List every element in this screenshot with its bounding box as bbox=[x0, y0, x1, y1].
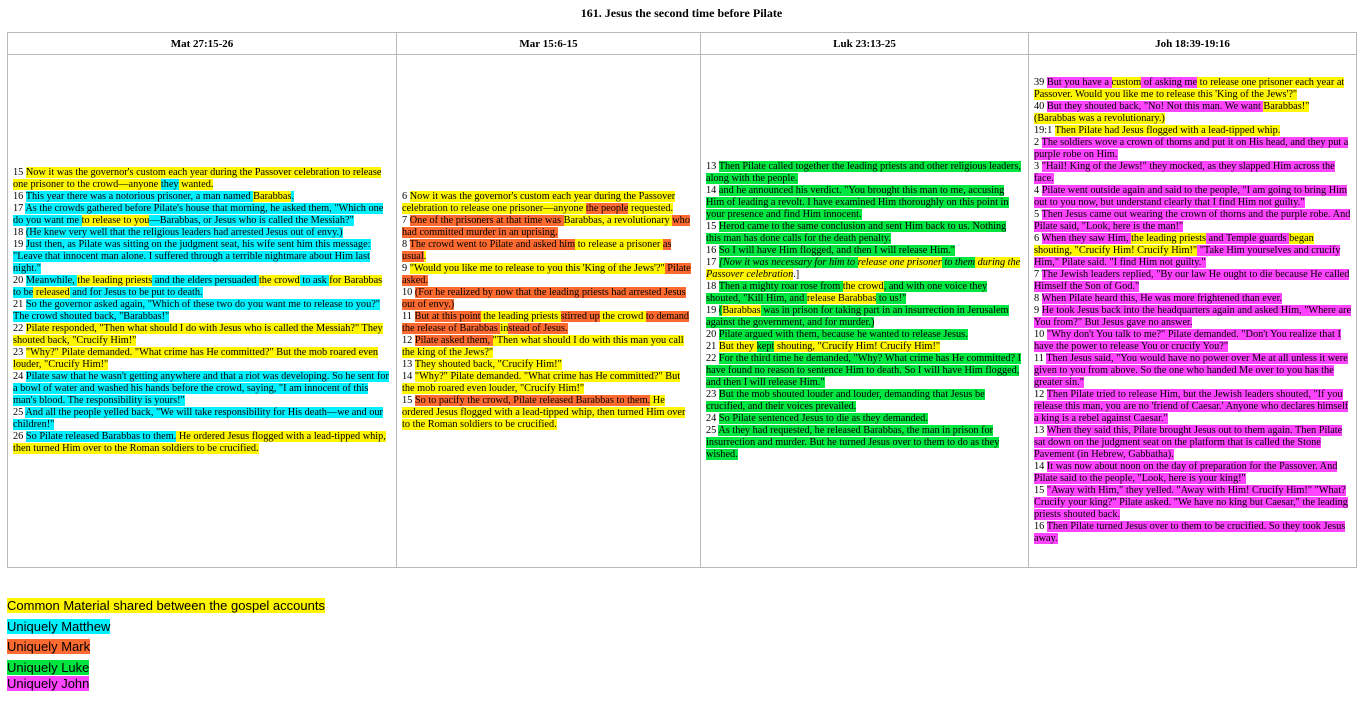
passage-segment: 12 bbox=[1034, 389, 1047, 400]
column-header-matthew: Mat 27:15-26 bbox=[8, 33, 397, 55]
passage-segment: Barabbas bbox=[563, 215, 602, 226]
passage-segment: 14 bbox=[706, 185, 719, 196]
page-title: 161. Jesus the second time before Pilate bbox=[580, 6, 783, 20]
passage-segment: . bbox=[423, 251, 427, 262]
passage-segment: 26 bbox=[13, 431, 26, 442]
passage-segment: The Jewish leaders replied, "By our law He ought to die because He called Himself the Son of God." bbox=[1034, 269, 1350, 292]
passage-segment: the people bbox=[585, 203, 629, 214]
passage-segment: 15 bbox=[706, 221, 719, 232]
passage-segment: the crowd bbox=[258, 275, 300, 286]
passage-segment: 40 bbox=[1034, 101, 1047, 112]
passage-segment: As they had requested, he released Barabbas, the man in prison for insurrection and murder. But he turned Jesus over to them to do as they wished. bbox=[706, 425, 1000, 460]
passage-segment: When they said this, Pilate brought Jesus out to them again. Then Pilate sat down on the judgment seat on the platform that is called the Stone Pavement (in Hebrew, Gabbatha). bbox=[1034, 425, 1343, 460]
passage-segment: to ask bbox=[299, 275, 330, 286]
passage-segment: Meanwhile, bbox=[25, 275, 78, 286]
passage-segment: the leading priests bbox=[1131, 233, 1206, 244]
passage-segment: wanted. bbox=[178, 179, 214, 190]
passage-segment: 8 bbox=[1034, 293, 1042, 304]
passage-segment: So the governor asked again, "Which of these two do you want me to release to you?" The crowd shouted back, "Barabbas!" bbox=[13, 299, 380, 322]
column-header-luke: Luk 23:13-25 bbox=[701, 33, 1029, 55]
passage-segment: 16 bbox=[706, 245, 719, 256]
passage-segment: stead of Jesus. bbox=[508, 323, 568, 334]
passage-segment: 23 bbox=[706, 389, 719, 400]
passage-segment: But they shouted back, "No! Not this man. We want bbox=[1046, 101, 1264, 112]
passage-segment: 6 bbox=[402, 191, 410, 202]
passage-segment: 7 bbox=[402, 215, 410, 226]
passage-segment: to release to you bbox=[81, 215, 150, 226]
passage-segment: Pilate asked them, bbox=[414, 335, 493, 346]
passage-segment: to be bbox=[13, 287, 34, 298]
passage-segment: 13 bbox=[402, 359, 415, 370]
passage-segment: 19 bbox=[13, 239, 26, 250]
passage-segment: "Why don't You talk to me?" Pilate demanded. "Don't You realize that I have the power to release You or crucify You?" bbox=[1034, 329, 1341, 352]
passage-segment: released bbox=[33, 287, 70, 298]
legend-mark bbox=[7, 639, 90, 655]
passage-segment: —Barabbas, or Jesus who is called the Messiah?" bbox=[149, 215, 354, 226]
passage-cell-luke bbox=[701, 55, 1029, 568]
passage-segment: Herod came to the same conclusion and sent Him back to us. Nothing this man has done calls for the death penalty. bbox=[706, 221, 1007, 244]
passage-segment: 21 bbox=[706, 341, 719, 352]
passage-segment: and the elders persuaded bbox=[152, 275, 259, 286]
header-row bbox=[8, 33, 1357, 55]
passage-segment: 9 bbox=[1034, 305, 1042, 316]
passage-segment: 6 bbox=[1034, 233, 1042, 244]
passage-segment: kept bbox=[756, 341, 775, 352]
passage-segment: 2 bbox=[1034, 137, 1042, 148]
passage-segment: The crowd went to Pilate and asked him bbox=[409, 239, 576, 250]
passage-segment: "Would you like me to release to you this 'King of the Jews'?" bbox=[409, 263, 665, 274]
legend-label: Uniquely Luke bbox=[7, 660, 90, 675]
passage-segment: Then Jesus came out wearing the crown of thorns and the purple robe. And Pilate said, "Look, here is the man!" bbox=[1034, 209, 1351, 232]
passage-segment: "Take Him yourselves and crucify Him," Pilate said. "I find Him not guilty." bbox=[1034, 245, 1341, 268]
passage-segment: 22 bbox=[13, 323, 26, 334]
passage-segment: 24 bbox=[13, 371, 26, 382]
passage-segment: 10 bbox=[402, 287, 415, 298]
passage-segment: the crowd bbox=[599, 311, 646, 322]
passage-segment: He ordered Jesus flogged with a lead-tipped whip, then turned Him over to the Roman soldiers to be crucified. bbox=[402, 395, 686, 430]
passage-segment: 15 bbox=[13, 167, 26, 178]
column-header-mark: Mar 15:6-15 bbox=[397, 33, 701, 55]
passage-segment: When Pilate heard this, He was more frightened than ever. bbox=[1041, 293, 1283, 304]
passage-segment: Then Pilate called together the leading priests and other religious leaders, along with the people. bbox=[706, 161, 1021, 184]
passage-segment: and he announced his verdict. "You brought this man to me, accusing Him of leading a revolt. I have examined Him thoroughly on this point in your presence and find Him innocent. bbox=[706, 185, 1009, 220]
passage-segment: 19:1 bbox=[1034, 125, 1055, 136]
passage-segment: (Barabbas was a revolutionary.) bbox=[1034, 113, 1165, 124]
passage-segment: Pilate argued with them, because he wanted to release Jesus. bbox=[718, 329, 968, 340]
passage-segment: stirred up bbox=[560, 311, 600, 322]
passage-segment: 25 bbox=[13, 407, 26, 418]
passage-segment: They shouted back, "Crucify Him!" bbox=[414, 359, 562, 370]
passage-segment: 14 bbox=[402, 371, 415, 382]
passage-segment: the leading priests bbox=[77, 275, 153, 286]
text-row bbox=[8, 55, 1357, 568]
passage-segment: 5 bbox=[1034, 209, 1042, 220]
passage-segment: 9 bbox=[402, 263, 410, 274]
passage-segment: release one prisoner bbox=[857, 257, 942, 268]
passage-segment: But you have a bbox=[1046, 77, 1112, 88]
legend-john bbox=[7, 676, 89, 692]
passage-segment: 20 bbox=[706, 329, 719, 340]
passage-segment: 14 bbox=[1034, 461, 1047, 472]
passage-segment: ( bbox=[718, 305, 723, 316]
passage-segment: . bbox=[291, 191, 295, 202]
passage-segment: Then Pilate turned Jesus over to them to be crucified. So they took Jesus away. bbox=[1034, 521, 1346, 544]
passage-segment: the crowd bbox=[842, 281, 884, 292]
passage-segment: during the Passover celebration bbox=[706, 257, 1021, 280]
passage-cell-matthew bbox=[8, 55, 397, 568]
passage-segment: , and with one voice they shouted, "Kill Him, and bbox=[706, 281, 988, 304]
passage-segment: 8 bbox=[402, 239, 410, 250]
passage-segment: "Why?" Pilate demanded. "What crime has He committed?" But the mob roared even louder, "Crucify Him!" bbox=[402, 371, 681, 394]
passage-segment: "Away with Him," they yelled. "Away with Him! Crucify Him!" "What? Crucify your king?" Pilate asked. "We have no king but Caesar," the leading priests shouted back. bbox=[1034, 485, 1348, 520]
passage-segment: Crucify Him!" bbox=[1137, 245, 1198, 256]
passage-segment: 17 bbox=[706, 257, 719, 268]
passage-segment: 18 bbox=[706, 281, 719, 292]
passage-segment: the leading priests bbox=[480, 311, 561, 322]
passage-segment: For the third time he demanded, "Why? What crime has He committed? I have found no reason to sentence Him to death. So I will have Him flogged, and then I will release Him." bbox=[706, 353, 1022, 388]
passage-segment: Barabbas bbox=[253, 191, 292, 202]
passage-segment: 22 bbox=[706, 353, 719, 364]
passage-segment: [Now it was necessary for him to bbox=[718, 257, 858, 268]
passage-segment: 18 bbox=[13, 227, 26, 238]
passage-segment: .] bbox=[793, 269, 800, 280]
legend-luke bbox=[7, 660, 89, 676]
passage-segment: Now it was the governor's custom each year during the Passover celebration to release one prisoner to the crowd—anyone bbox=[13, 167, 382, 190]
passage-segment: (He knew very well that the religious leaders had arrested Jesus out of envy.) bbox=[25, 227, 343, 238]
passage-segment: Barabbas bbox=[722, 305, 761, 316]
passage-segment: custom bbox=[1111, 77, 1142, 88]
passage-segment: So Pilate released Barabbas to them. bbox=[25, 431, 177, 442]
passage-segment: 17 bbox=[13, 203, 26, 214]
passage-segment: release Barabbas bbox=[806, 293, 877, 304]
passage-segment: and for Jesus to be put to death. bbox=[69, 287, 203, 298]
passage-cell-john bbox=[1029, 55, 1357, 568]
column-header-john: Joh 18:39-19:16 bbox=[1029, 33, 1357, 55]
passage-segment: So to pacify the crowd, Pilate released Barabbas to them. bbox=[414, 395, 651, 406]
passage-segment: Then Pilate had Jesus flogged with a lead-tipped whip. bbox=[1054, 125, 1281, 136]
passage-segment: "Hail! King of the Jews!" they mocked, as they slapped Him across the face. bbox=[1034, 161, 1335, 184]
passage-segment: Pilate saw that he wasn't getting anywhere and that a riot was developing. So he sent for a bowl of water and washed his hands before the crowd, saying, "I am innocent of this man's blood. The responsibility is yours!" bbox=[13, 371, 389, 406]
passage-segment: He took Jesus back into the headquarters again and asked Him, "Where are You from?" But Jesus gave no answer. bbox=[1034, 305, 1352, 328]
passage-segment: 25 bbox=[706, 425, 719, 436]
passage-segment: So I will have Him flogged, and then I will release Him." bbox=[718, 245, 955, 256]
passage-segment: (For he realized by now that the leading priests had arrested Jesus out of envy.) bbox=[402, 287, 686, 310]
legend-label: Common Material shared between the gospel accounts bbox=[7, 598, 325, 613]
passage-segment: 12 bbox=[402, 335, 415, 346]
passage-segment: 15 bbox=[1034, 485, 1047, 496]
passage-segment: shouting, "Crucify Him! Crucify Him!" bbox=[774, 341, 941, 352]
passage-segment: and Temple guards bbox=[1205, 233, 1290, 244]
passage-segment: began shouting, "Crucify Him! bbox=[1034, 233, 1314, 256]
passage-segment: was in prison for taking part in an insurrection in Jerusalem against the government, and for murder.) bbox=[706, 305, 1009, 328]
legend-label: Uniquely Matthew bbox=[7, 619, 111, 634]
passage-segment: The soldiers wove a crown of thorns and put it on His head, and they put a purple robe on Him. bbox=[1034, 137, 1349, 160]
passage-segment: for Barabbas bbox=[329, 275, 383, 286]
passage-segment: 21 bbox=[13, 299, 26, 310]
passage-segment: who had committed murder in an uprising. bbox=[402, 215, 690, 238]
passage-segment: in bbox=[500, 323, 509, 334]
passage-segment: And all the people yelled back, "We will take responsibility for His death—we and our children!" bbox=[13, 407, 383, 430]
passage-segment: Just then, as Pilate was sitting on the judgment seat, his wife sent him this message: "Leave that innocent man alone. I suffered through a terrible nightmare about Him last night." bbox=[13, 239, 371, 274]
passage-segment: "Why?" Pilate demanded. "What crime has He committed?" But the mob roared even louder, "Crucify Him!" bbox=[13, 347, 379, 370]
passage-segment: So Pilate sentenced Jesus to die as they demanded. bbox=[718, 413, 928, 424]
passage-segment: He ordered Jesus flogged with a lead-tipped whip, then turned Him over to the Roman soldiers to be crucified. bbox=[13, 431, 386, 454]
passage-segment: to demand the release of Barabbas bbox=[402, 311, 690, 334]
passage-segment: Pilate responded, "Then what should I do with Jesus who is called the Messiah?" They shouted back, "Crucify Him!" bbox=[13, 323, 383, 346]
passage-segment: , a revolutionary bbox=[601, 215, 673, 226]
passage-segment: One of the prisoners at that time was bbox=[409, 215, 564, 226]
passage-segment: It was now about noon on the day of preparation for the Passover. And Pilate said to the people, "Look, here is your king!" bbox=[1034, 461, 1338, 484]
passage-segment: Pilate went outside again and said to the people, "I am going to bring Him out to you now, but understand clearly that I find Him not guilty." bbox=[1034, 185, 1348, 208]
passage-segment: 13 bbox=[706, 161, 719, 172]
passage-segment: This year there was a notorious prisoner, a man named bbox=[25, 191, 254, 202]
passage-segment: 13 bbox=[1034, 425, 1047, 436]
legend-matthew bbox=[7, 619, 110, 635]
passage-segment: 10 bbox=[1034, 329, 1047, 340]
passage-segment: When they saw Him, bbox=[1041, 233, 1132, 244]
passage-segment: Then a mighty roar rose from bbox=[718, 281, 843, 292]
passage-segment: As the crowds gathered before Pilate's house that morning, he asked them, "Which one do you want me bbox=[13, 203, 384, 226]
passage-segment: But at this point bbox=[414, 311, 481, 322]
passage-segment: they bbox=[160, 179, 179, 190]
passage-segment: 11 bbox=[1034, 353, 1047, 364]
passage-segment: 11 bbox=[402, 311, 415, 322]
passage-segment: "Then what should I do with this man you call the king of the Jews?" bbox=[402, 335, 684, 358]
passage-segment: 20 bbox=[13, 275, 26, 286]
passage-segment: to release a prisoner bbox=[575, 239, 663, 250]
passage-segment: to release one prisoner each year at Passover. Would you like me to release this 'King of the Jews'?" bbox=[1034, 77, 1345, 100]
passage-segment: of asking me bbox=[1141, 77, 1198, 88]
passage-segment: to them bbox=[941, 257, 976, 268]
passage-segment: 7 bbox=[1034, 269, 1042, 280]
passage-segment: Then Jesus said, "You would have no power over Me at all unless it were given to you from above. So the one who handed Me over to you has the greater sin." bbox=[1034, 353, 1348, 388]
passage-segment: But they bbox=[718, 341, 757, 352]
passage-segment: 3 bbox=[1034, 161, 1042, 172]
passage-segment: 39 bbox=[1034, 77, 1047, 88]
passage-segment: as usual bbox=[402, 239, 672, 262]
passage-segment: Then Pilate tried to release Him, but the Jewish leaders shouted, "If you release this man, you are no 'friend of Caesar.' Anyone who declares himself a king is a rebel against Caesar." bbox=[1034, 389, 1349, 424]
passage-segment: 24 bbox=[706, 413, 719, 424]
passage-segment: But the mob shouted louder and louder, demanding that Jesus be crucified, and their voices prevailed. bbox=[706, 389, 985, 412]
legend-label: Uniquely Mark bbox=[7, 639, 91, 654]
passage-segment: 19 bbox=[706, 305, 719, 316]
passage-segment: to us!" bbox=[876, 293, 907, 304]
passage-segment: 15 bbox=[402, 395, 415, 406]
gospel-parallel-table bbox=[7, 32, 1357, 568]
passage-segment: 16 bbox=[13, 191, 26, 202]
passage-segment: 23 bbox=[13, 347, 26, 358]
passage-cell-mark bbox=[397, 55, 701, 568]
legend-label: Uniquely John bbox=[7, 676, 90, 691]
passage-segment: Barabbas!" bbox=[1263, 101, 1310, 112]
passage-segment: requested. bbox=[628, 203, 674, 214]
passage-segment: Pilate asked. bbox=[402, 263, 691, 286]
passage-segment: 16 bbox=[1034, 521, 1047, 532]
passage-segment: 4 bbox=[1034, 185, 1042, 196]
legend-common bbox=[7, 598, 325, 614]
passage-segment: Now it was the governor's custom each year during the Passover celebration to release one prisoner—anyone bbox=[402, 191, 676, 214]
